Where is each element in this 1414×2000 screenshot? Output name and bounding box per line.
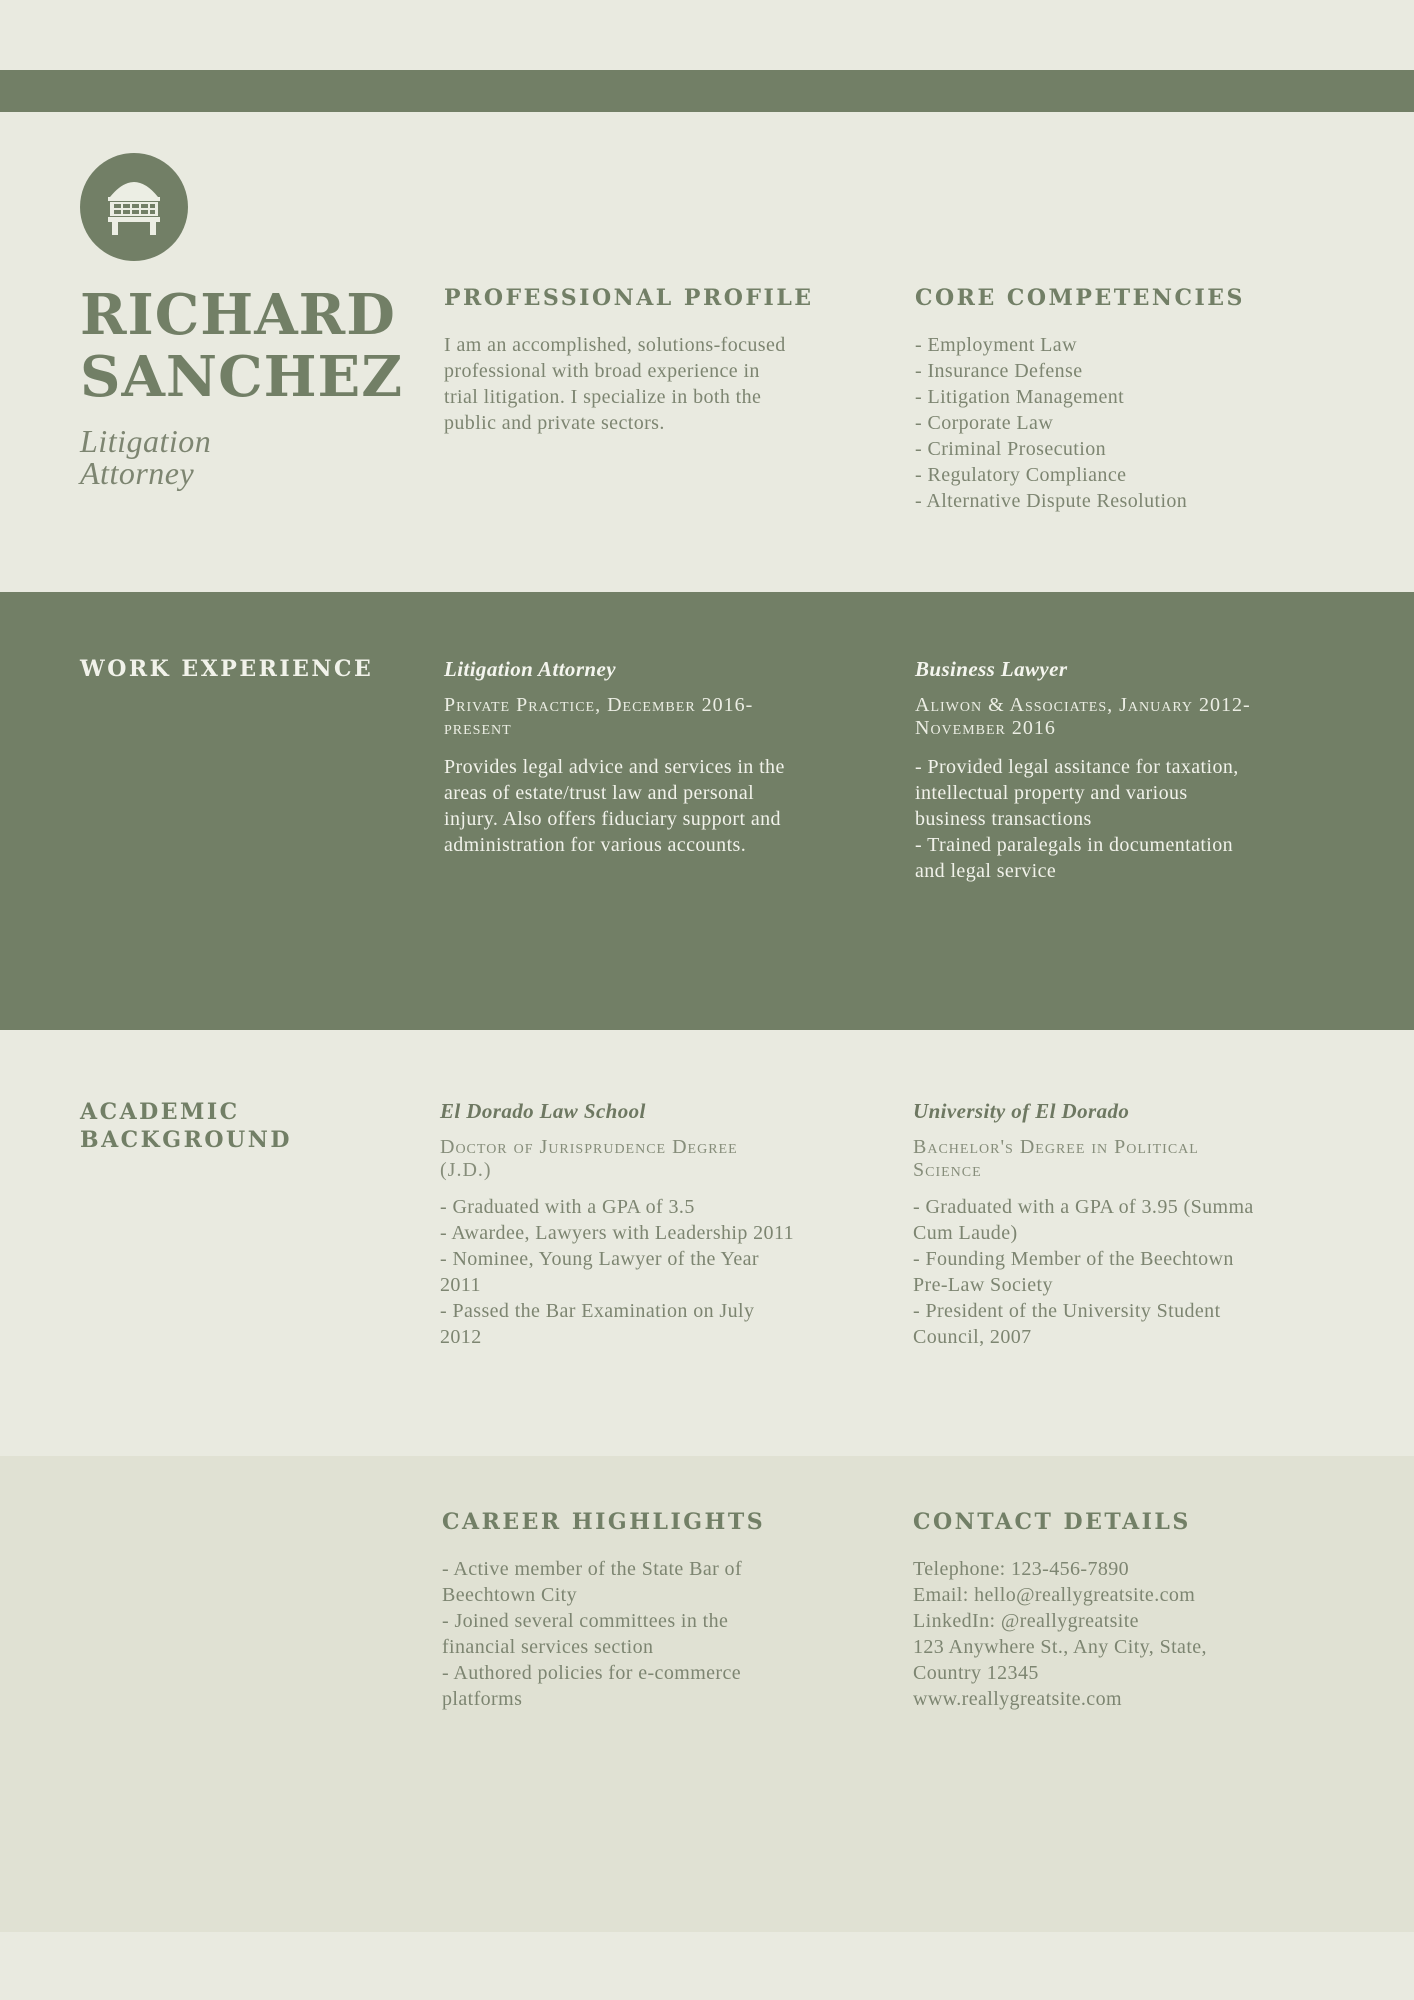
list-item: - Corporate Law — [915, 412, 1054, 434]
profile-heading: PROFESSIONAL PROFILE — [444, 285, 814, 311]
list-item: - Insurance Defense — [915, 360, 1083, 382]
job-role — [80, 425, 340, 489]
profile-text: I am an accomplished, solutions-focused professional with broad experience in trial litigation. I specialize in both the public and private sectors. — [444, 334, 786, 434]
school-details: - Graduated with a GPA of 3.5 - Awardee, Lawyers with Leadership 2011 - Nominee, Young Lawyer of the Year 2011 - Passed the Bar Examination on July 2012 — [440, 1196, 795, 1348]
name-line-2: SANCHEZ — [80, 344, 404, 410]
competencies-list — [915, 332, 1335, 514]
work-heading: WORK EXPERIENCE — [80, 656, 374, 682]
academic-section — [0, 1030, 1414, 1456]
school-name: University of El Dorado — [913, 1099, 1130, 1123]
name-line-1: RICHARD — [80, 282, 396, 348]
school-entry — [440, 1098, 860, 1350]
school-entry — [913, 1098, 1333, 1350]
contact-text: Telephone: 123-456-7890 Email: hello@reallygreatsite.com LinkedIn: @reallygreatsite 123 Anywhere St., Any City, State, Country 12345 www.reallygreatsite.com — [913, 1558, 1207, 1710]
header-section — [0, 112, 1414, 592]
list-item: - Regulatory Compliance — [915, 464, 1127, 486]
list-item: - Criminal Prosecution — [915, 438, 1106, 460]
list-item: - Litigation Management — [915, 386, 1125, 408]
degree: Bachelor's Degree in Political Science — [913, 1136, 1199, 1181]
list-item: - Employment Law — [915, 334, 1077, 356]
school-details: - Graduated with a GPA of 3.95 (Summa Cum Laude) - Founding Member of the Beechtown Pre-Law Society - President of the University Student Council, 2007 — [913, 1196, 1254, 1348]
academic-heading-line-2: BACKGROUND — [80, 1127, 292, 1153]
job-entry — [915, 656, 1335, 884]
job-title: Business Lawyer — [915, 657, 1068, 681]
job-subtitle: Aliwon & Associates, January 2012- November 2016 — [915, 694, 1251, 739]
job-title: Litigation Attorney — [444, 657, 616, 681]
academic-heading — [80, 1098, 292, 1154]
job-description: - Provided legal assitance for taxation, intellectual property and various business transactions - Trained paralegals in documentation and legal service — [915, 756, 1239, 882]
contact-heading: CONTACT DETAILS — [913, 1509, 1191, 1535]
school-name: El Dorado Law School — [440, 1099, 646, 1123]
courthouse-icon — [80, 153, 188, 261]
footer-section — [0, 1456, 1414, 1932]
job-entry — [444, 656, 864, 858]
list-item: - Alternative Dispute Resolution — [915, 490, 1188, 512]
work-experience-section — [0, 592, 1414, 1030]
highlights-heading: CAREER HIGHLIGHTS — [442, 1509, 766, 1535]
logo-badge — [80, 153, 188, 261]
top-accent-band — [0, 70, 1414, 112]
academic-heading-line-1: ACADEMIC — [80, 1099, 240, 1125]
role-line-1: Litigation — [80, 423, 212, 459]
job-subtitle: Private Practice, December 2016- present — [444, 694, 754, 739]
role-line-2: Attorney — [80, 455, 195, 491]
competencies-heading: CORE COMPETENCIES — [915, 285, 1245, 311]
person-name — [80, 284, 410, 408]
degree: Doctor of Jurisprudence Degree (J.D.) — [440, 1136, 738, 1181]
job-description: Provides legal advice and services in the areas of estate/trust law and personal injury. Also offers fiduciary support and administration for various accounts. — [444, 756, 785, 856]
highlights-text: - Active member of the State Bar of Beechtown City - Joined several committees in the financial services section - Authored policies for e-commerce platforms — [442, 1558, 743, 1710]
